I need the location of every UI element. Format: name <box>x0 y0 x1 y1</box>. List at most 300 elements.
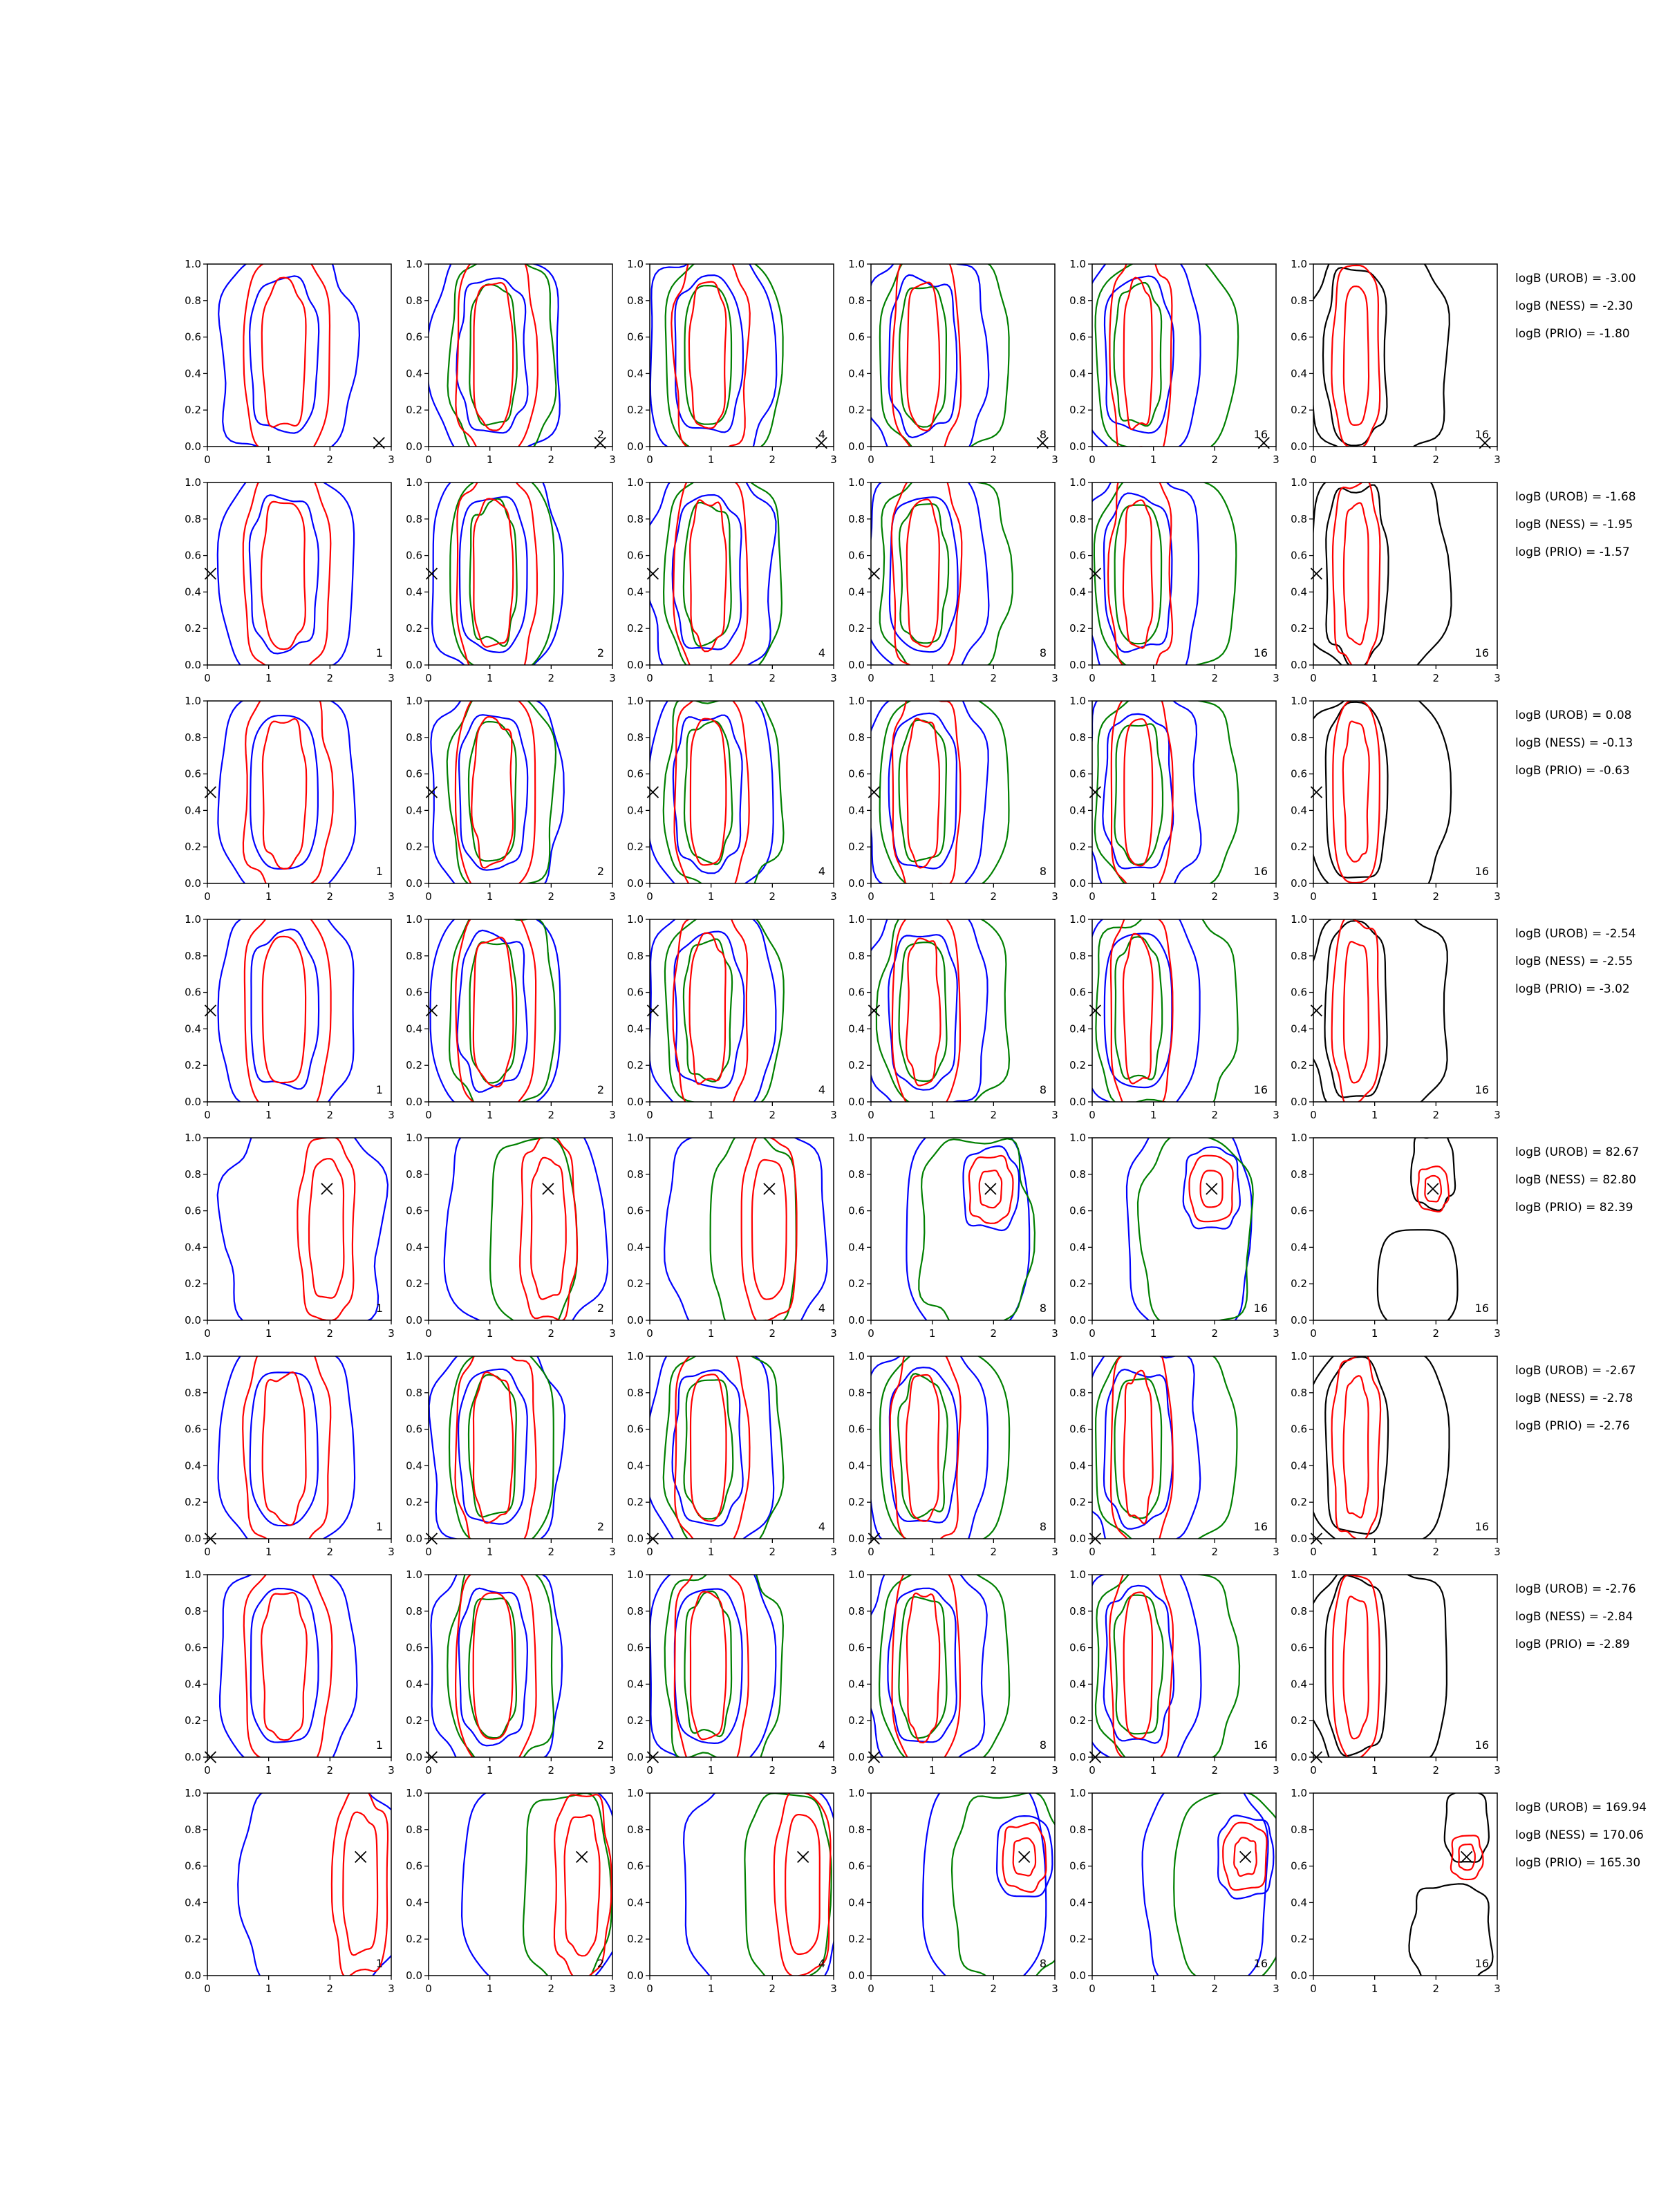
y-tick-label: 0.0 <box>406 1751 422 1763</box>
panel-r7-c1 <box>185 1562 395 1777</box>
panel-label: 8 <box>1039 646 1047 659</box>
x-tick-label: 3 <box>1494 1983 1501 1995</box>
x-tick-label: 3 <box>1273 453 1280 466</box>
blue-contour <box>865 906 988 1118</box>
y-tick-label: 0.2 <box>1291 1277 1307 1291</box>
x-tick-label: 0 <box>204 1983 211 1995</box>
x-tick-label: 2 <box>769 1983 776 1995</box>
red-contour <box>1333 700 1380 883</box>
true-value-marker <box>868 568 879 579</box>
red-contour <box>1124 278 1152 429</box>
y-tick-label: 1.0 <box>406 1350 422 1362</box>
logb-stat: logB (PRIO) = -1.80 <box>1515 327 1630 341</box>
y-tick-label: 0.8 <box>627 1168 644 1181</box>
y-tick-label: 0.6 <box>848 549 865 562</box>
y-tick-label: 0.2 <box>848 1277 865 1291</box>
x-tick-label: 2 <box>547 672 555 684</box>
panel-r6-c5 <box>1069 1341 1280 1558</box>
y-tick-label: 0.4 <box>1291 1241 1307 1254</box>
x-tick-label: 3 <box>830 1327 837 1340</box>
panel-label: 16 <box>1474 1520 1489 1533</box>
panel-r8-c6 <box>1291 1787 1501 1995</box>
x-tick-label: 0 <box>204 672 211 684</box>
x-tick-label: 2 <box>990 1983 997 1995</box>
y-tick-label: 0.2 <box>185 1714 201 1727</box>
panel-label: 16 <box>1474 1738 1489 1752</box>
y-tick-label: 1.0 <box>185 476 201 489</box>
axes-frame <box>650 482 834 665</box>
y-tick-label: 1.0 <box>1291 913 1307 926</box>
y-tick-label: 0.4 <box>848 1459 865 1472</box>
red-contour <box>332 1788 388 1977</box>
y-tick-label: 0.4 <box>185 1241 201 1254</box>
panel-label: 16 <box>1253 646 1268 659</box>
y-tick-label: 0.4 <box>185 367 201 380</box>
y-tick-label: 0.0 <box>1291 1969 1307 1982</box>
red-contour <box>474 283 514 431</box>
y-tick-label: 0.2 <box>848 1059 865 1072</box>
y-tick-label: 0.6 <box>848 1423 865 1436</box>
y-tick-label: 0.0 <box>1291 877 1307 890</box>
y-tick-label: 0.6 <box>406 549 422 562</box>
red-contour <box>1332 917 1380 1107</box>
x-tick-label: 2 <box>769 1327 776 1340</box>
red-contour <box>531 1158 566 1300</box>
x-tick-label: 3 <box>1494 1327 1501 1340</box>
blue-contour <box>218 691 355 895</box>
blue-contour <box>865 248 988 460</box>
blue-contour <box>444 1123 608 1342</box>
logb-stat: logB (UROB) = -3.00 <box>1515 272 1636 285</box>
panel-r1-c6 <box>1291 254 1501 466</box>
logb-stat: logB (UROB) = -2.67 <box>1515 1364 1636 1378</box>
panel-label: 16 <box>1253 1302 1268 1315</box>
x-tick-label: 0 <box>868 890 874 903</box>
x-tick-label: 0 <box>646 453 653 466</box>
panel-r8-c1 <box>185 1775 400 1995</box>
y-tick-label: 1.0 <box>406 913 422 926</box>
panel-r3-c3 <box>627 690 837 903</box>
x-tick-label: 2 <box>990 1764 997 1777</box>
true-value-marker <box>1461 1851 1472 1862</box>
true-value-marker <box>764 1183 775 1194</box>
x-tick-label: 1 <box>1371 890 1378 903</box>
y-tick-label: 0.6 <box>627 1859 644 1873</box>
y-tick-label: 0.4 <box>1291 1022 1307 1035</box>
panel-r6-c4 <box>848 1338 1058 1558</box>
y-tick-label: 0.6 <box>1069 1859 1086 1873</box>
panel-label: 4 <box>818 646 825 659</box>
blue-contour <box>250 1372 318 1526</box>
y-tick-label: 0.8 <box>1069 1386 1086 1399</box>
y-tick-label: 0.6 <box>1291 1204 1307 1217</box>
y-tick-label: 0.4 <box>1291 1678 1307 1691</box>
blue-contour <box>675 932 744 1088</box>
y-tick-label: 0.0 <box>185 1969 201 1982</box>
logb-stat: logB (NESS) = -0.13 <box>1515 736 1633 750</box>
x-tick-label: 1 <box>1150 1327 1157 1340</box>
axes-frame <box>1313 264 1497 447</box>
x-tick-label: 2 <box>990 890 997 903</box>
y-tick-label: 1.0 <box>627 1132 644 1144</box>
blue-contour <box>250 495 319 653</box>
y-tick-label: 0.6 <box>627 330 644 344</box>
x-tick-label: 3 <box>830 1546 837 1558</box>
y-tick-label: 0.6 <box>185 1423 201 1436</box>
x-tick-label: 0 <box>1089 1764 1096 1777</box>
contour-lines <box>1084 1562 1239 1772</box>
panel-label: 1 <box>375 865 383 878</box>
panel-label: 2 <box>597 865 604 878</box>
logb-stat: logB (PRIO) = -3.02 <box>1515 982 1630 996</box>
x-tick-label: 3 <box>609 1764 616 1777</box>
panel-label: 4 <box>818 1520 825 1533</box>
y-tick-label: 0.2 <box>406 404 422 417</box>
red-contour <box>263 719 306 869</box>
y-tick-label: 0.8 <box>627 1604 644 1618</box>
x-tick-label: 2 <box>1211 1327 1219 1340</box>
y-tick-label: 0.4 <box>1291 367 1307 380</box>
blue-contour <box>923 1781 1046 1993</box>
red-contour <box>1344 503 1369 644</box>
red-contour <box>690 933 726 1085</box>
panel-label: 4 <box>818 1957 825 1970</box>
red-contour <box>907 1593 939 1743</box>
y-tick-label: 0.4 <box>848 1678 865 1691</box>
logb-stat: logB (UROB) = -2.76 <box>1515 1582 1636 1596</box>
x-tick-label: 1 <box>707 1327 715 1340</box>
x-tick-label: 0 <box>1310 1109 1317 1121</box>
y-tick-label: 0.8 <box>1069 731 1086 744</box>
y-tick-label: 1.0 <box>406 476 422 489</box>
x-tick-label: 1 <box>265 1983 272 1995</box>
panel-r1-c2 <box>406 252 616 466</box>
x-tick-label: 0 <box>1089 890 1096 903</box>
panel-label: 8 <box>1039 1957 1047 1970</box>
blue-contour <box>427 252 560 461</box>
x-tick-label: 2 <box>990 1546 997 1558</box>
y-tick-label: 0.2 <box>1291 841 1307 854</box>
y-tick-label: 1.0 <box>1069 1350 1086 1362</box>
x-tick-label: 1 <box>1150 1546 1157 1558</box>
x-tick-label: 1 <box>1371 672 1378 684</box>
x-tick-label: 1 <box>707 672 715 684</box>
y-tick-label: 0.4 <box>627 585 644 599</box>
x-tick-label: 0 <box>1310 453 1317 466</box>
blue-contour <box>251 929 319 1089</box>
y-tick-label: 0.6 <box>185 1204 201 1217</box>
x-tick-label: 0 <box>868 1546 874 1558</box>
y-tick-label: 0.2 <box>406 1277 422 1291</box>
panel-r5-c2 <box>406 1123 616 1342</box>
x-tick-label: 1 <box>486 1327 494 1340</box>
panel-r1-c1 <box>185 250 395 466</box>
red-contour <box>673 474 747 677</box>
panel-label: 2 <box>597 1083 604 1096</box>
x-tick-label: 1 <box>707 890 715 903</box>
y-tick-label: 0.4 <box>1069 804 1086 817</box>
y-tick-label: 1.0 <box>406 1787 422 1799</box>
x-tick-label: 2 <box>1211 1109 1219 1121</box>
y-tick-label: 0.2 <box>848 1496 865 1509</box>
y-tick-label: 0.8 <box>848 949 865 962</box>
panel-label: 2 <box>597 1520 604 1533</box>
y-tick-label: 0.6 <box>1291 767 1307 780</box>
panel-r4-c1 <box>185 906 395 1121</box>
y-tick-label: 1.0 <box>848 1787 865 1799</box>
green-contour <box>1115 937 1162 1079</box>
y-tick-label: 0.0 <box>185 1096 201 1108</box>
red-contour <box>906 939 940 1086</box>
contour-lines <box>218 1121 388 1335</box>
y-tick-label: 1.0 <box>1069 1568 1086 1581</box>
panel-r2-c2 <box>406 467 616 684</box>
y-tick-label: 0.0 <box>848 1096 865 1108</box>
y-tick-label: 0.8 <box>1069 512 1086 525</box>
y-tick-label: 0.6 <box>1069 1204 1086 1217</box>
x-tick-label: 1 <box>1371 453 1378 466</box>
y-tick-label: 0.2 <box>406 841 422 854</box>
contour-lines <box>644 469 782 678</box>
panel-label: 2 <box>597 428 604 441</box>
y-tick-label: 0.8 <box>185 512 201 525</box>
red-contour <box>471 717 513 868</box>
y-tick-label: 0.0 <box>627 659 644 671</box>
panel-r6-c1 <box>185 1346 395 1558</box>
panel-r3-c5 <box>1069 689 1280 903</box>
panel-label: 1 <box>375 1957 383 1970</box>
panel-r3-c2 <box>406 686 616 903</box>
y-tick-label: 0.8 <box>185 1823 201 1836</box>
contour-lines <box>1378 1133 1458 1332</box>
y-tick-label: 0.4 <box>627 1896 644 1909</box>
x-tick-label: 2 <box>547 1327 555 1340</box>
black-contour <box>1378 1230 1458 1332</box>
y-tick-label: 0.0 <box>1291 659 1307 671</box>
axes-frame <box>1092 1575 1276 1757</box>
x-tick-label: 1 <box>928 672 936 684</box>
y-tick-label: 0.2 <box>185 1933 201 1946</box>
y-tick-label: 0.8 <box>848 1604 865 1618</box>
blue-contour <box>1083 462 1199 677</box>
contour-lines <box>1309 685 1451 895</box>
y-tick-label: 0.8 <box>848 512 865 525</box>
x-tick-label: 2 <box>547 1546 555 1558</box>
panel-r2-c4 <box>848 471 1058 684</box>
x-tick-label: 0 <box>204 1327 211 1340</box>
red-contour <box>262 278 306 427</box>
y-tick-label: 1.0 <box>1291 695 1307 707</box>
x-tick-label: 1 <box>265 1546 272 1558</box>
y-tick-label: 0.0 <box>627 1096 644 1108</box>
y-tick-label: 0.4 <box>627 367 644 380</box>
y-tick-label: 0.2 <box>406 1933 422 1946</box>
y-tick-label: 0.2 <box>1291 404 1307 417</box>
y-tick-label: 0.2 <box>627 841 644 854</box>
y-tick-label: 0.0 <box>185 1533 201 1545</box>
contour-lines <box>1127 1122 1253 1337</box>
logb-stat: logB (PRIO) = 165.30 <box>1515 1856 1641 1870</box>
y-tick-label: 0.4 <box>185 1896 201 1909</box>
y-tick-label: 0.2 <box>627 1933 644 1946</box>
x-tick-label: 2 <box>769 1764 776 1777</box>
panel-label: 16 <box>1253 428 1268 441</box>
red-contour <box>243 252 330 456</box>
y-tick-label: 0.4 <box>406 1896 422 1909</box>
x-tick-label: 3 <box>1273 1327 1280 1340</box>
logb-stat: logB (NESS) = -2.55 <box>1515 955 1633 968</box>
true-value-marker <box>647 568 658 579</box>
y-tick-label: 0.4 <box>848 367 865 380</box>
x-tick-label: 3 <box>609 1327 616 1340</box>
panel-r6-c6 <box>1291 1345 1501 1558</box>
contour-lines <box>444 1123 608 1342</box>
y-tick-label: 0.2 <box>185 1496 201 1509</box>
x-tick-label: 3 <box>830 672 837 684</box>
blue-contour <box>251 1588 319 1743</box>
x-tick-label: 0 <box>1089 1109 1096 1121</box>
panel-label: 1 <box>375 1520 383 1533</box>
x-tick-label: 1 <box>265 1109 272 1121</box>
panel-r4-c5 <box>1069 903 1280 1121</box>
y-tick-label: 0.0 <box>848 440 865 453</box>
y-tick-label: 0.4 <box>627 1459 644 1472</box>
panel-r3-c4 <box>848 686 1058 903</box>
y-tick-label: 0.4 <box>185 1459 201 1472</box>
panel-label: 8 <box>1039 865 1047 878</box>
y-tick-label: 0.0 <box>627 1969 644 1982</box>
green-contour <box>1114 283 1162 426</box>
x-tick-label: 2 <box>547 1764 555 1777</box>
x-tick-label: 3 <box>830 453 837 466</box>
y-tick-label: 0.0 <box>185 440 201 453</box>
true-value-marker <box>985 1183 996 1194</box>
contour-lines <box>1079 689 1239 896</box>
y-tick-label: 0.0 <box>1069 1751 1086 1763</box>
panel-r8-c2 <box>406 1779 623 1995</box>
y-tick-label: 0.6 <box>185 1859 201 1873</box>
red-contour <box>297 1137 355 1320</box>
true-value-marker <box>205 568 216 579</box>
red-contour <box>474 1593 513 1738</box>
y-tick-label: 0.2 <box>1069 1277 1086 1291</box>
x-tick-label: 3 <box>1273 1983 1280 1995</box>
panel-r2-c6 <box>1291 474 1501 684</box>
contour-lines <box>218 1346 355 1554</box>
x-tick-label: 3 <box>1494 890 1501 903</box>
x-tick-label: 3 <box>1494 672 1501 684</box>
y-tick-label: 1.0 <box>1291 1787 1307 1799</box>
x-tick-label: 2 <box>326 453 334 466</box>
x-tick-label: 2 <box>769 890 776 903</box>
x-tick-label: 2 <box>1211 453 1219 466</box>
y-tick-label: 0.0 <box>1291 1096 1307 1108</box>
x-tick-label: 1 <box>265 453 272 466</box>
y-tick-label: 0.6 <box>406 986 422 999</box>
x-tick-label: 3 <box>388 1546 395 1558</box>
y-tick-label: 0.6 <box>406 1641 422 1654</box>
x-tick-label: 1 <box>928 890 936 903</box>
x-tick-label: 0 <box>425 890 432 903</box>
contour-lines <box>431 908 561 1115</box>
y-tick-label: 0.4 <box>406 804 422 817</box>
x-tick-label: 0 <box>425 453 432 466</box>
y-tick-label: 0.2 <box>1291 1714 1307 1727</box>
contour-lines <box>649 907 783 1112</box>
true-value-marker <box>1311 1005 1322 1016</box>
panel-r4-c3 <box>627 907 837 1121</box>
true-value-marker <box>1240 1851 1251 1862</box>
true-value-marker <box>1311 568 1322 579</box>
y-tick-label: 0.8 <box>627 1823 644 1836</box>
y-tick-label: 0.8 <box>185 949 201 962</box>
panel-r3-c6 <box>1291 685 1501 903</box>
red-contour <box>691 1374 727 1521</box>
y-tick-label: 0.8 <box>406 1168 422 1181</box>
y-tick-label: 0.6 <box>1069 986 1086 999</box>
logb-stat: logB (PRIO) = -2.89 <box>1515 1638 1630 1651</box>
y-tick-label: 0.0 <box>848 1533 865 1545</box>
logb-stat: logB (PRIO) = 82.39 <box>1515 1201 1633 1215</box>
contour-lines <box>906 1123 1035 1335</box>
black-contour <box>1306 1557 1447 1771</box>
panel-r8-c4 <box>848 1781 1065 1995</box>
x-tick-label: 1 <box>1150 453 1157 466</box>
true-value-marker <box>647 787 658 798</box>
y-tick-label: 0.2 <box>185 622 201 635</box>
y-tick-label: 0.2 <box>627 1059 644 1072</box>
y-tick-label: 0.8 <box>1069 1168 1086 1181</box>
y-tick-label: 0.6 <box>1291 1641 1307 1654</box>
y-tick-label: 1.0 <box>406 1132 422 1144</box>
x-tick-label: 1 <box>486 1983 494 1995</box>
x-tick-label: 2 <box>1211 1983 1219 1995</box>
panel-label: 16 <box>1474 646 1489 659</box>
x-tick-label: 2 <box>547 453 555 466</box>
panel-label: 16 <box>1253 1957 1268 1970</box>
logb-stat: logB (NESS) = -2.78 <box>1515 1391 1633 1405</box>
y-tick-label: 0.8 <box>406 1386 422 1399</box>
x-tick-label: 1 <box>707 1764 715 1777</box>
x-tick-label: 1 <box>928 1109 936 1121</box>
y-tick-label: 0.6 <box>1069 1641 1086 1654</box>
true-value-marker <box>1019 1851 1030 1862</box>
panel-label: 1 <box>375 1738 383 1752</box>
panel-label: 4 <box>818 865 825 878</box>
true-value-marker <box>1206 1183 1217 1194</box>
x-tick-label: 0 <box>425 1764 432 1777</box>
y-tick-label: 0.4 <box>185 585 201 599</box>
x-tick-label: 3 <box>609 1109 616 1121</box>
red-contour <box>691 1592 727 1740</box>
red-contour <box>1343 722 1369 862</box>
x-tick-label: 0 <box>868 453 874 466</box>
panel-label: 1 <box>375 646 383 659</box>
blue-contour <box>218 1346 355 1554</box>
true-value-marker <box>1427 1183 1438 1194</box>
y-tick-label: 1.0 <box>406 695 422 707</box>
axes-frame <box>871 1793 1055 1976</box>
x-tick-label: 1 <box>1371 1764 1378 1777</box>
y-tick-label: 0.0 <box>406 1969 422 1982</box>
y-tick-label: 1.0 <box>848 258 865 270</box>
x-tick-label: 2 <box>547 890 555 903</box>
x-tick-label: 3 <box>1273 890 1280 903</box>
y-tick-label: 0.8 <box>1069 294 1086 307</box>
x-tick-label: 1 <box>1371 1109 1378 1121</box>
axes-frame <box>871 1138 1055 1320</box>
panel-r5-c5 <box>1069 1122 1280 1340</box>
